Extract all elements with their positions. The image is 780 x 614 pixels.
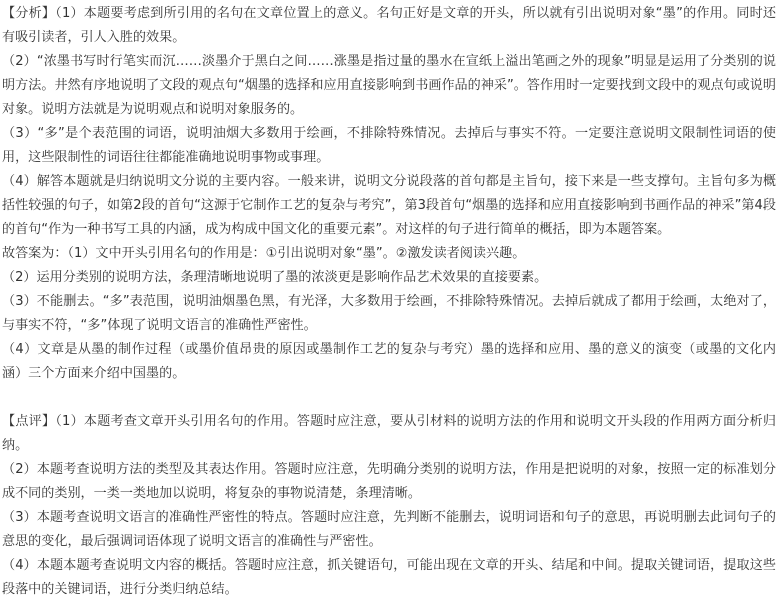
comment-paragraph-1: 【点评】（1）本题考查文章开头引用名句的作用。答题时应注意，要从引材料的说明方法的作用和说明文开头段的作用两方面分析归纳。 (2, 414, 776, 453)
comment-paragraph-2: （2）本题考查说明方法的类型及其表达作用。答题时应注意，先明确分类别的说明方法，作用是把说明的对象，按照一定的标准划分成不同的类别，一类一类地加以说明，将复杂的事物说清楚，条理清晰。 (2, 462, 776, 501)
analysis-paragraph-2: （2）“浓墨书写时行笔实而沉……淡墨介于黑白之间……涨墨是指过量的墨水在宣纸上溢出笔画之外的现象”明显是运用了分类别的说明方法。井然有序地说明了文段的观点句“烟墨的选择和应用直接影响到书画作品的神采”。答作用时一定要找到文段中的观点句或说明对象。说明方法就是为说明观点和说明对象服务的。 (2, 54, 776, 117)
answer-paragraph-3: （3）不能删去。“多”表范围，说明油烟墨色黑，有光泽，大多数用于绘画，不排除特殊情况。去掉后就成了都用于绘画，太绝对了，与事实不符，“多”体现了说明文语言的准确性严密性。 (2, 294, 776, 333)
answer-paragraph-1: 故答案为：（1）文中开头引用名句的作用是：①引出说明对象“墨”。②激发读者阅读兴趣。 (2, 246, 526, 261)
analysis-section (2, 2, 776, 386)
answer-paragraph-2: （2）运用分类别的说明方法，条理清晰地说明了墨的浓淡更是影响作品艺术效果的直接要素。 (2, 270, 548, 285)
comment-paragraph-3: （3）本题考查说明文语言的准确性严密性的特点。答题时应注意，先判断不能删去，说明词语和句子的意思，再说明删去此词句子的意思的变化，最后强调词语体现了说明文语言的准确性与严密性。 (2, 510, 776, 549)
section-spacer (2, 386, 776, 410)
analysis-paragraph-4: （4）解答本题就是归纳说明文分说的主要内容。一般来讲，说明文分说段落的首句都是主旨句，接下来是一些支撑句。主旨句多为概括性较强的句子，如第2段的首句“这源于它制作工艺的复杂与考究”，第3段首句“烟墨的选择和应用直接影响到书画作品的神采”第4段的首句“作为一种书写工具的内涵，成为构成中国文化的重要元素”。对这样的句子进行简单的概括，即为本题答案。 (2, 174, 776, 237)
comment-paragraph-4: （4）本题本题考查说明文内容的概括。答题时应注意，抓关键语句，可能出现在文章的开头、结尾和中间。提取关键词语，提取这些段落中的关键词语，进行分类归纳总结。 (2, 558, 776, 597)
analysis-paragraph-3: （3）“多”是个表范围的词语，说明油烟大多数用于绘画，不排除特殊情况。去掉后与事实不符。一定要注意说明文限制性词语的使用，这些限制性的词语往往都能准确地说明事物或事理。 (2, 126, 776, 165)
answer-paragraph-4: （4）文章是从墨的制作过程（或墨价值昂贵的原因或墨制作工艺的复杂与考究）墨的选择和应用、墨的意义的演变（或墨的文化内涵）三个方面来介绍中国墨的。 (2, 342, 776, 381)
comment-section (2, 410, 776, 602)
analysis-paragraph-1: 【分析】（1）本题要考虑到所引用的名句在文章位置上的意义。名句正好是文章的开头，所以就有引出说明对象“墨”的作用。同时还有吸引读者，引人入胜的效果。 (2, 6, 776, 45)
